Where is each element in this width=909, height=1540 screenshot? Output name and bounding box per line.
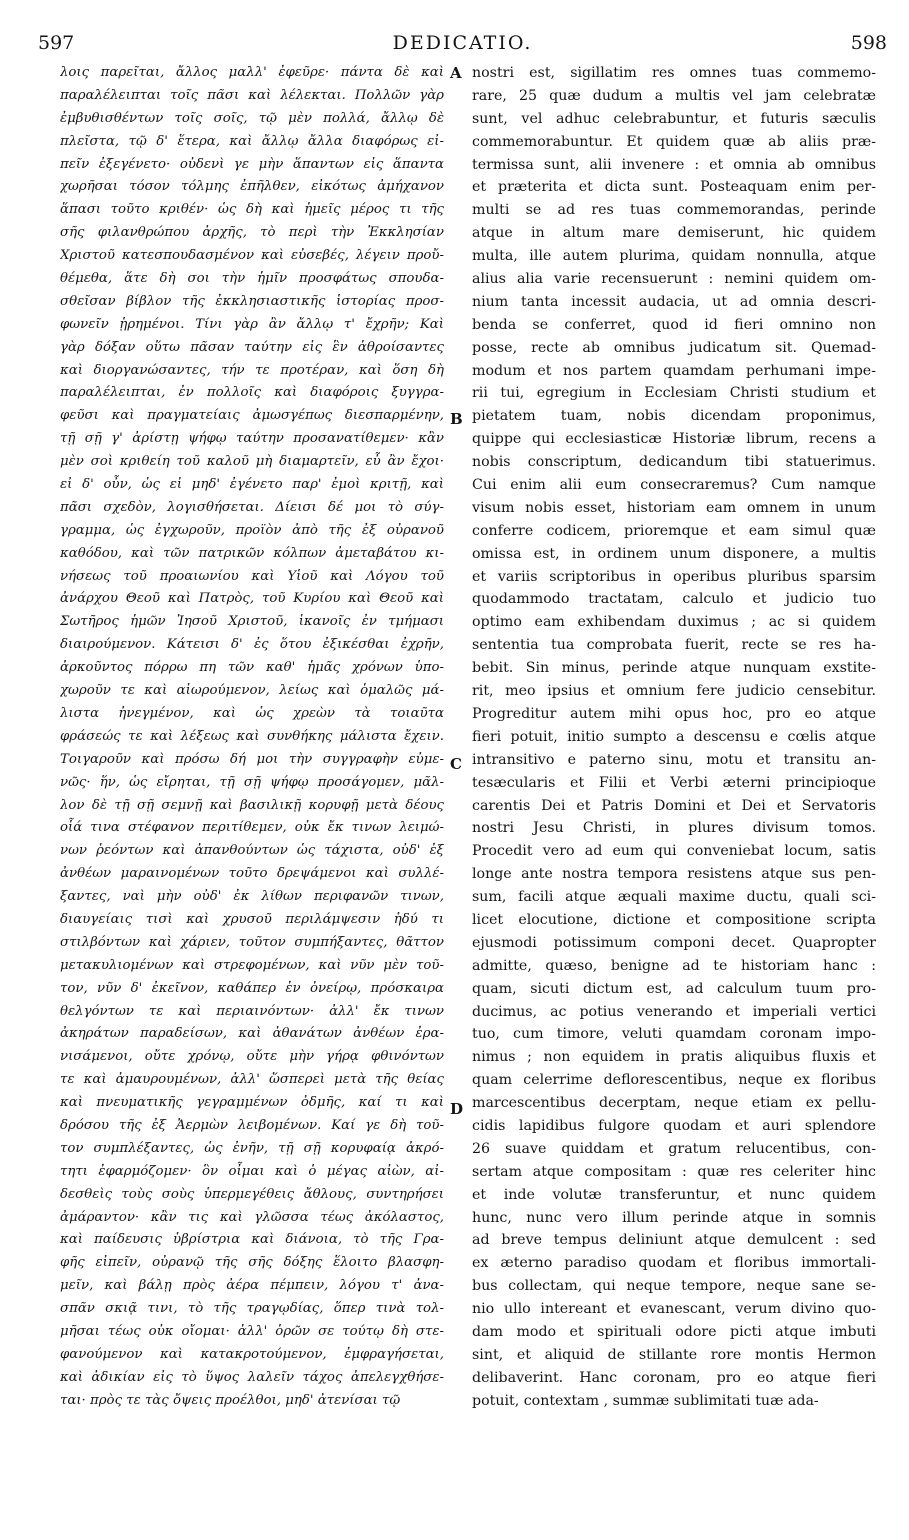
- latin-text-line: benda se conferret, quod id fieri omnino non: [472, 316, 876, 333]
- latin-text-line: ex æterno paradiso quodam et floribus immortali-: [472, 1255, 876, 1272]
- latin-text-line: visum nobis esset, historiam eam omnem in unum: [472, 499, 876, 516]
- latin-text-line: bus collectam, qui neque tempore, neque sane se-: [472, 1278, 876, 1295]
- latin-text-line: rii tui, egregium in Ecclesiam Christi studium et: [472, 385, 876, 402]
- latin-text-line: et præterita et dicta sunt. Posteaquam enim per-: [472, 179, 876, 196]
- latin-text-line: dam modo et spirituali odore picti atque imbuti: [472, 1323, 876, 1340]
- greek-text-line: μῆσαι τέως οὐκ οἴομαι· ἀλλ' ὁρῶν σε τούτῳ δὴ στε-: [60, 1323, 444, 1339]
- greek-text-line: ἀνθέων μαραινομένων τοῦτο δρεψάμενοι καὶ συλλέ-: [60, 866, 444, 882]
- greek-text-line: τε καὶ ἀμαυρουμένων, ἀλλ' ὥσπερεὶ μετὰ τῆς θείας: [60, 1072, 444, 1088]
- latin-text-line: nio ullo intereant et evanescant, verum divino quo-: [472, 1301, 876, 1318]
- latin-text-line: quam celerrime deflorescentibus, neque ex floribus: [472, 1072, 876, 1089]
- greek-text-line: νων ῥεόντων καὶ ἀπανθούντων ὡς τάχιστα, οὐδ' ἐξ: [60, 843, 444, 859]
- latin-text-line: nimus ; non equidem in pratis aliquibus fluxis et: [472, 1049, 876, 1066]
- greek-text-line: γραμμα, ὡς ἐγχωροῦν, προϊὸν ἀπὸ τῆς ἐξ οὐρανοῦ: [60, 522, 444, 538]
- latin-text-line: pietatem tuam, nobis dicendam proponimus,: [472, 408, 876, 425]
- greek-text-line: τον συμπλέξαντες, ὡς ἐνῆν, τῇ σῇ κορυφαίᾳ ἀκρό-: [60, 1140, 444, 1156]
- latin-text-line: multa, ille autem plurima, quidam nonnulla, atque: [472, 248, 876, 265]
- margin-letter-c: C: [450, 755, 462, 773]
- latin-text-line: nobis conscriptum, dedicandum tibi statuerimus.: [472, 454, 876, 471]
- greek-text-line: σθεῖσαν βίβλον τῆς ἐκκλησιαστικῆς ἱστορίας προσ-: [60, 293, 444, 309]
- greek-text-line: καὶ παίδευσις ὑβρίστρια καὶ διάνοια, τὸ τῆς Γρα-: [60, 1232, 444, 1248]
- greek-text-line: τητι ἐφαρμόζομεν· ὃν οἶμαι καὶ ὁ μέγας αἰὼν, αἰ-: [60, 1163, 444, 1179]
- latin-text-line: quam, sicuti dictum est, ad calculum tuum pro-: [472, 980, 876, 997]
- greek-text-line: δρόσου τῆς ἐξ Ἀερμὼν λειβομένων. Καί γε δὴ τοῦ-: [60, 1117, 444, 1133]
- latin-text-line: et inde volutæ transferuntur, et nunc quidem: [472, 1186, 876, 1203]
- latin-text-line: nostri est, sigillatim res omnes tuas commemo-: [472, 65, 876, 81]
- greek-text-line: θελγόντων τε καὶ περιαινόντων· ἀλλ' ἔκ τινων: [60, 1003, 444, 1019]
- greek-text-line: τον, νῦν δ' ἐκεῖνον, καθάπερ ἐν ὀνείρῳ, πρόσκαιρα: [60, 980, 444, 996]
- greek-text-line: λιστα ἠνεγμένον, καὶ ὡς χρεὼν τὰ τοιαῦτα: [60, 705, 444, 721]
- greek-text-line: Χριστοῦ κατεσπουδασμένον καὶ εὐσεβές, λέγειν προὔ-: [60, 248, 444, 264]
- greek-text-line: ἀνάρχου Θεοῦ καὶ Πατρὸς, τοῦ Κυρίου καὶ Θεοῦ καὶ: [60, 591, 444, 607]
- greek-text-line: ἐμβυθισθέντων τοῖς σοῖς, τῷ μὲν πολλά, ἄλλῳ δὲ: [60, 110, 444, 126]
- greek-text-line: πλεῖστα, τῷ δ' ἕτερα, καὶ ἄλλῳ ἄλλα διαφόρως εἰ-: [60, 133, 444, 149]
- latin-text-column: [472, 62, 876, 1413]
- latin-text-line: rit, meo ipsius et omnium fere judicio censebitur.: [472, 683, 876, 700]
- latin-text-line: quodammodo tractatam, calculo et judicio tuo: [472, 591, 876, 608]
- latin-text-line: conferre codicem, prioremque et eam simul quæ: [472, 522, 876, 539]
- greek-text-line: χωροῦν τε καὶ αἰωρούμενον, λείως καὶ ὁμαλῶς μά-: [60, 683, 444, 699]
- latin-text-line: posse, recte ab omnibus judicatum sit. Quemad-: [472, 339, 876, 356]
- latin-text-line: tesæcularis et Filii et Verbi æterni principioque: [472, 774, 876, 791]
- greek-text-line: λον δὲ τῇ σῇ σεμνῇ καὶ βασιλικῇ κορυφῇ μετὰ δέους: [60, 797, 444, 813]
- latin-text-line: commemorabuntur. Et quidem quæ ab aliis præ-: [472, 133, 876, 150]
- latin-text-line: optimo eam exhibendam duximus ; ac si quidem: [472, 614, 876, 631]
- greek-text-line: πᾶσι σχεδὸν, λογισθήσεται. Δίεισι δέ μοι τὸ σύγ-: [60, 499, 444, 515]
- latin-text-line: alius alia varie recensuerunt : nemini quidem om-: [472, 271, 876, 288]
- greek-text-line: ἀκηράτων παραδείσων, καὶ ἀθανάτων ἀνθέων ἐρα-: [60, 1026, 444, 1042]
- greek-text-line: διαυγείαις τισὶ καὶ χρυσοῦ περιλάμψεσιν ἡδύ τι: [60, 911, 444, 927]
- latin-text-line: nostri Jesu Christi, in plures divisum tomos.: [472, 820, 876, 837]
- greek-text-line: στιλβόντων καὶ χάριεν, τοῦτον συμπήξαντες, θᾶττον: [60, 934, 444, 950]
- latin-text-line: Procedit vero ad eum qui conveniebat locum, satis: [472, 843, 876, 860]
- page-number-right: 598: [850, 32, 887, 54]
- latin-text-line: sum, facili atque æquali maxime ductu, quali sci-: [472, 889, 876, 906]
- greek-text-line: Σωτῆρος ἡμῶν Ἰησοῦ Χριστοῦ, ἱκανοῖς ἐν τμήμασι: [60, 614, 444, 630]
- running-title: DEDICATIO.: [392, 32, 533, 54]
- latin-text-line: sertam atque compositam : quæ res celeriter hinc: [472, 1163, 876, 1180]
- greek-text-line: οἷά τινα στέφανον περιτίθεμεν, οὐκ ἔκ τινων λειμώ-: [60, 820, 444, 836]
- latin-text-line: termissa sunt, alii invenere : et omnia ab omnibus: [472, 156, 876, 173]
- latin-text-line: licet elocutione, dictione et compositione scripta: [472, 911, 876, 928]
- latin-text-line: ad breve tempus deliniunt atque demulcent : sed: [472, 1232, 876, 1249]
- latin-text-line: 26 suave quiddam et gratum relucentibus, con-: [472, 1140, 876, 1157]
- latin-text-line: intransitivo e paterno sinu, motu et transitu an-: [472, 751, 876, 768]
- latin-text-line: sint, et aliquid de stillante rore montis Hermon: [472, 1346, 876, 1363]
- greek-text-line: φεῦσι καὶ πραγματείαις ἀμωσγέπως διεσπαρμένην,: [60, 408, 444, 424]
- latin-text-line: admitte, quæso, benigne ad te historiam hanc :: [472, 957, 876, 974]
- greek-text-line: μεῖν, καὶ βάλῃ πρὸς ἀέρα πέμπειν, λόγου τ' ἀνα-: [60, 1278, 444, 1294]
- greek-text-line: τῇ σῇ γ' ἀρίστῃ ψήφῳ ταύτην προσανατίθεμεν· κἂν: [60, 431, 444, 447]
- greek-text-line: φωνεῖν ᾑρημένοι. Τίνι γὰρ ἂν ἄλλῳ τ' ἔχρῆν; Καὶ: [60, 316, 444, 332]
- greek-text-line: μὲν σοὶ κριθείη τοῦ καλοῦ μὴ διαμαρτεῖν, εὖ ἂν ἔχοι·: [60, 454, 444, 470]
- greek-text-line: φράσεώς τε καὶ λέξεως καὶ συνθήκης μάλιστα ἔχειν.: [60, 728, 444, 744]
- page-number-left: 597: [38, 32, 75, 54]
- latin-text-line: et variis scriptoribus in operibus pluribus sparsim: [472, 568, 876, 585]
- latin-text-line: sunt, vel adhuc celebrabuntur, et futuris sæculis: [472, 110, 876, 127]
- latin-text-line: Cui enim alii eum consecraremus? Cum namque: [472, 477, 876, 494]
- greek-text-line: σῆς φιλανθρώπου ἀρχῆς, τὸ περὶ τὴν Ἐκκλησίαν: [60, 225, 444, 241]
- latin-text-line: potuit, contextam , summæ sublimitati tuæ ada-: [472, 1392, 819, 1409]
- latin-text-line: quippe qui ecclesiasticæ Historiæ librum, recens a: [472, 431, 876, 448]
- latin-text-line: atque in altum mare demiserunt, hic quidem: [472, 225, 876, 242]
- latin-text-line: modum et nos partem quamdam perhumani impe-: [472, 362, 876, 379]
- greek-text-line: φῆς εἰπεῖν, οὐρανῷ τῆς σῆς δόξης ἕλοιτο βλασφη-: [60, 1255, 444, 1271]
- greek-text-line: νῶς· ἥν, ὡς εἴρηται, τῇ σῇ ψήφῳ προσάγομεν, μᾶλ-: [60, 774, 444, 790]
- greek-text-line: νήσεως τοῦ προαιωνίου καὶ Υἱοῦ καὶ Λόγου τοῦ: [60, 568, 444, 584]
- greek-text-line: καθόδου, καὶ τῶν πατρικῶν κόλπων ἀμεταβάτου κι-: [60, 545, 444, 561]
- latin-text-line: ejusmodi potissimum componi decet. Quapropter: [472, 934, 876, 951]
- latin-text-line: tuo, cum timore, veluti quamdam coronam impo-: [472, 1026, 876, 1043]
- margin-letter-b: B: [450, 410, 463, 428]
- greek-text-line: εἰ δ' οὖν, ὡς εἰ μηδ' ἐγένετο παρ' ἐμοὶ κριτῇ, καὶ: [60, 477, 444, 493]
- greek-text-line: μετακυλιομένων καὶ στρεφομένων, καὶ νῦν μὲν τοῦ-: [60, 957, 444, 973]
- greek-text-line: ται· πρὸς τε τὰς ὄψεις προέλθοι, μηδ' ἀτενίσαι τῷ: [60, 1392, 401, 1408]
- greek-text-line: φανούμενον καὶ κατακροτούμενον, ἐμφραγήσεται,: [60, 1346, 444, 1362]
- greek-text-line: θέμεθα, ἅτε δὴ σοι τὴν ἡμῖν προσφάτως σπουδα-: [60, 271, 444, 287]
- greek-text-line: σπᾶν σκιᾷ τινι, τὸ τῆς τραγῳδίας, ὅπερ τινὰ τολ-: [60, 1301, 444, 1317]
- greek-text-line: γὰρ δόξαν οὕτω πᾶσαν ταύτην εἰς ἓν ἀθροίσαντες: [60, 339, 444, 355]
- latin-text-line: hunc, nunc vero illum perinde atque in somnis: [472, 1209, 876, 1226]
- greek-text-line: Τοιγαροῦν καὶ πρόσω δή μοι τὴν συγγραφὴν εὐμε-: [60, 751, 444, 767]
- greek-text-line: καὶ πνευματικῆς γεγραμμένων ὀδμῆς, καί τι καὶ: [60, 1095, 444, 1111]
- greek-text-line: χωρῆσαι τόσον τόλμης ἐπῆλθεν, εἰκότως ἀμήχανον: [60, 179, 444, 195]
- running-head: [30, 28, 895, 58]
- latin-text-line: omissa est, in ordinem unum disponere, a multis: [472, 545, 876, 562]
- latin-text-line: longe ante nostra tempora resistens atque sus pen-: [472, 866, 876, 883]
- latin-text-line: bebit. Sin minus, perinde atque nunquam exstite-: [472, 660, 876, 677]
- greek-text-column: [60, 62, 444, 1413]
- greek-text-line: ξαντες, ναὶ μὴν οὐδ' ἐκ λίθων περιφανῶν τινων,: [60, 889, 444, 905]
- greek-text-line: λοις παρεῖται, ἄλλος μαλλ' ἐφεῦρε· πάντα δὲ καὶ: [60, 65, 444, 80]
- greek-text-line: καὶ διοργανώσαντες, τήν τε προτέραν, καὶ ὅση δὴ: [60, 362, 444, 378]
- greek-text-line: πεῖν ἐξεγένετο· οὐδενὶ γε μὴν ἅπαντων εἰς ἅπαντα: [60, 156, 444, 172]
- latin-text-line: multi se ad res tuas commemorandas, perinde: [472, 202, 876, 219]
- margin-letter-a: A: [450, 64, 462, 82]
- latin-text-line: cidis lapidibus fulgore quodam et auri splendore: [472, 1117, 876, 1134]
- latin-text-line: fieri potuit, initio sumpto a descensu e cœlis atque: [472, 728, 876, 745]
- latin-text-line: rare, 25 quæ dudum a multis vel jam celebratæ: [472, 87, 876, 104]
- greek-text-line: παραλέλειπται, ἐν πολλοῖς καὶ διαφόροις ξυγγρα-: [60, 385, 444, 401]
- latin-text-line: sententia tua comprobata fuerit, recte se res ha-: [472, 637, 876, 654]
- greek-text-line: καὶ ἀδικίαν εἰς τὸ ὕψος λαλεῖν τάχος ἀπελεγχθήσε-: [60, 1369, 444, 1385]
- latin-text-line: marcescentibus decerptam, neque etiam ex pellu-: [472, 1095, 876, 1112]
- margin-letter-d: D: [450, 1100, 464, 1118]
- latin-text-line: nium tanta incessit audacia, ut ad omnia descri-: [472, 293, 876, 310]
- greek-text-line: ἀμάραντον· κἂν τις καὶ γλῶσσα τέως ἀκόλαστος,: [60, 1209, 444, 1225]
- latin-text-line: carentis Dei et Patris Domini et Dei et Servatoris: [472, 797, 876, 814]
- latin-text-line: Progreditur autem mihi opus hoc, pro eo atque: [472, 705, 876, 722]
- greek-text-line: παραλέλειπται τοῖς πᾶσι καὶ λέλεκται. Πολλῶν γὰρ: [60, 87, 444, 103]
- greek-text-line: ἀρκοῦντος πόρρω πη τῶν καθ' ἡμᾶς χρόνων ὑπο-: [60, 660, 444, 676]
- latin-text-line: delibaverint. Hanc coronam, pro eo atque fieri: [472, 1369, 876, 1386]
- greek-text-line: διαιρούμενον. Κάτεισι δ' ἐς ὅτου ἐξικέσθαι ἐχρῆν,: [60, 637, 444, 653]
- greek-text-line: ἅπασι τοῦτο κριθέν· ὡς δὴ καὶ ἡμεῖς μέρος τι τῆς: [60, 202, 444, 218]
- greek-text-line: δεσθεὶς τοὺς σοὺς ὑπερμεγέθεις ἄθλους, συντηρήσει: [60, 1186, 444, 1202]
- greek-text-line: νισάμενοι, οὔτε χρόνῳ, οὔτε μὴν γήρᾳ φθινόντων: [60, 1049, 444, 1065]
- latin-text-line: ducimus, ac potius venerando et imperiali vertici: [472, 1003, 876, 1020]
